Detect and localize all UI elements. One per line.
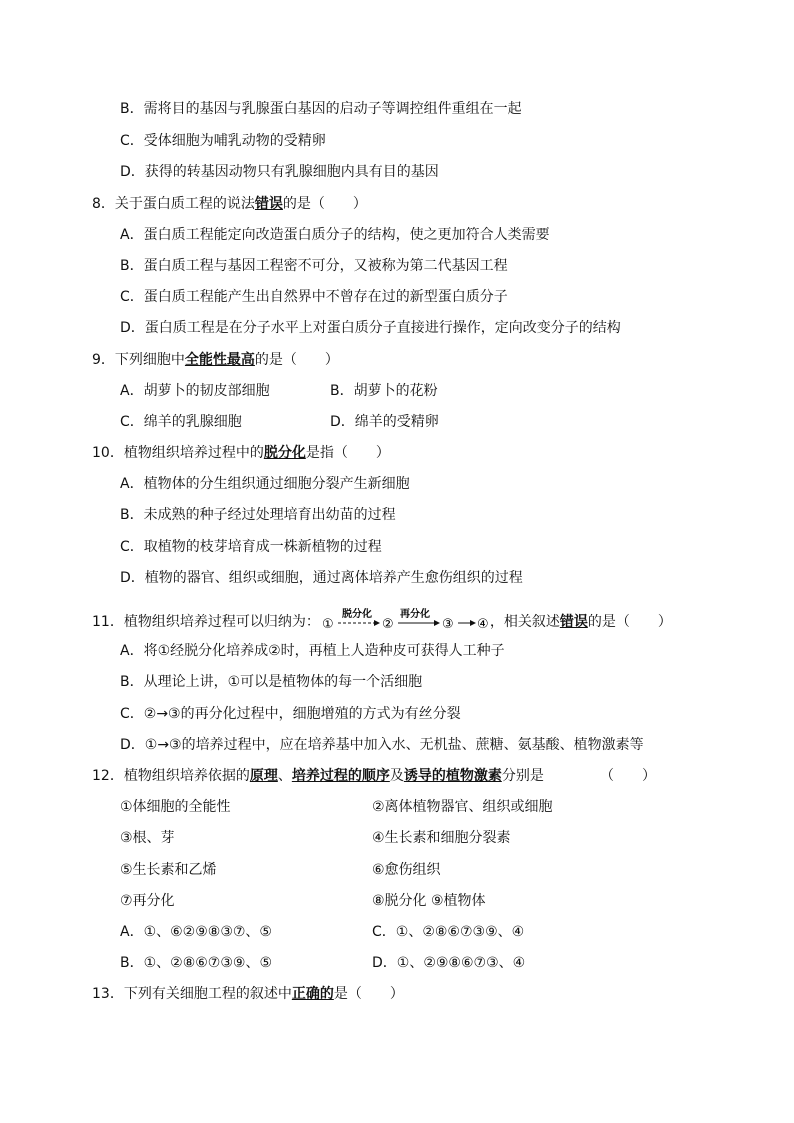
q12-item-3: ③根、芽 (120, 830, 175, 846)
flow-label-redifferentiation: 再分化 (399, 609, 430, 620)
q10-option-c: C．取植物的枝芽培育成一株新植物的过程 (120, 539, 382, 555)
flow-node-2: ② (381, 617, 394, 632)
q12-item-5: ⑤生长素和乙烯 (120, 862, 217, 878)
q10-key-term: 脱分化 (263, 445, 306, 461)
q12-item-4: ④生长素和细胞分裂素 (372, 830, 511, 846)
q9-option-b: B．胡萝卜的花粉 (330, 383, 438, 399)
q8-stem-post: 的是（ ） (282, 196, 367, 212)
q12-option-b: B．①、②⑧⑥⑦③⑨、⑤ (120, 955, 273, 971)
flow-node-3: ③ (441, 617, 454, 632)
q11-option-c: C．②→③的再分化过程中，细胞增殖的方式为有丝分裂 (120, 706, 461, 722)
q12-item-8-9: ⑧脱分化 ⑨植物体 (372, 893, 486, 909)
q11-option-d: D．①→③的培养过程中，应在培养基中加入水、无机盐、蔗糖、氨基酸、植物激素等 (120, 737, 644, 753)
q8-option-a: A．蛋白质工程能定向改造蛋白质分子的结构，使之更加符合人类需要 (120, 227, 550, 243)
q13-key-term: 正确的 (291, 986, 334, 1002)
q7-option-c: C．受体细胞为哺乳动物的受精卵 (120, 133, 326, 149)
process-flow-svg (320, 608, 490, 636)
question-8-stem (92, 194, 367, 214)
q12-item-7: ⑦再分化 (120, 893, 175, 909)
flow-node-1: ① (321, 617, 334, 632)
q8-stem-pre: 8．关于蛋白质工程的说法 (92, 196, 255, 212)
question-10-stem (92, 443, 390, 463)
q9-stem-post: 的是（ ） (254, 352, 339, 368)
q8-option-c: C．蛋白质工程能产生出自然界中不曾存在过的新型蛋白质分子 (120, 289, 508, 305)
q12-sep-2: 及 (389, 768, 404, 784)
q11-key-term: 错误 (559, 614, 588, 630)
flow-arrowhead-1 (374, 620, 380, 626)
q13-stem-pre: 13．下列有关细胞工程的叙述中 (92, 986, 292, 1002)
q10-stem-post: 是指（ ） (305, 445, 390, 461)
flow-arrowhead-2 (434, 620, 440, 626)
q11-process-diagram (320, 608, 490, 636)
question-9-stem (92, 350, 339, 370)
q10-option-a: A．植物体的分生组织通过细胞分裂产生新细胞 (120, 476, 410, 492)
question-13-stem (92, 984, 404, 1004)
q8-option-d: D．蛋白质工程是在分子水平上对蛋白质分子直接进行操作，定向改变分子的结构 (120, 320, 621, 336)
q8-key-term: 错误 (254, 196, 283, 212)
q11-stem-mid: ，相关叙述 (489, 614, 560, 630)
question-12-stem (92, 766, 544, 786)
q8-option-b: B．蛋白质工程与基因工程密不可分，又被称为第二代基因工程 (120, 258, 508, 274)
q10-stem-pre: 10．植物组织培养过程中的 (92, 445, 264, 461)
q13-stem-post: 是（ ） (333, 986, 404, 1002)
q12-answer-paren: （ ） (600, 768, 656, 784)
q12-option-c: C．①、②⑧⑥⑦③⑨、④ (372, 924, 525, 940)
q9-key-term: 全能性最高 (184, 352, 255, 368)
q12-stem-post: 分别是 (501, 768, 544, 784)
q7-option-b: B．需将目的基因与乳腺蛋白基因的启动子等调控组件重组在一起 (120, 101, 522, 117)
q12-option-d: D．①、②⑨⑧⑥⑦③、④ (372, 955, 526, 971)
q11-option-b: B．从理论上讲，①可以是植物体的每一个活细胞 (120, 674, 423, 690)
q12-stem-pre: 12．植物组织培养依据的 (92, 768, 250, 784)
q10-option-b: B．未成熟的种子经过处理培育出幼苗的过程 (120, 507, 396, 523)
q7-option-d: D．获得的转基因动物只有乳腺细胞内具有目的基因 (120, 164, 439, 180)
q12-item-1: ①体细胞的全能性 (120, 799, 231, 815)
q12-item-6: ⑥愈伤组织 (372, 862, 441, 878)
q12-sep-1: 、 (277, 768, 292, 784)
q12-key-principle: 原理 (249, 768, 278, 784)
flow-arrowhead-3 (470, 620, 476, 626)
q12-key-order: 培养过程的顺序 (291, 768, 390, 784)
q9-option-a: A．胡萝卜的韧皮部细胞 (120, 383, 270, 399)
q11-option-a: A．将①经脱分化培养成②时，再植上人造种皮可获得人工种子 (120, 643, 505, 659)
q11-stem-post: 的是（ ） (587, 614, 672, 630)
flow-node-4: ④ (476, 617, 489, 632)
q10-option-d: D．植物的器官、组织或细胞，通过离体培养产生愈伤组织的过程 (120, 570, 523, 586)
q12-key-hormone: 诱导的植物激素 (403, 768, 502, 784)
question-11-stem (92, 608, 672, 636)
q9-stem-pre: 9．下列细胞中 (92, 352, 185, 368)
flow-label-dedifferentiation: 脱分化 (341, 609, 372, 620)
q12-item-2: ②离体植物器官、组织或细胞 (372, 799, 553, 815)
q12-option-a: A．①、⑥②⑨⑧③⑦、⑤ (120, 924, 272, 940)
q9-option-d: D．绵羊的受精卵 (330, 414, 439, 430)
q9-option-c: C．绵羊的乳腺细胞 (120, 414, 242, 430)
q11-stem-pre: 11．植物组织培养过程可以归纳为： (92, 614, 320, 630)
